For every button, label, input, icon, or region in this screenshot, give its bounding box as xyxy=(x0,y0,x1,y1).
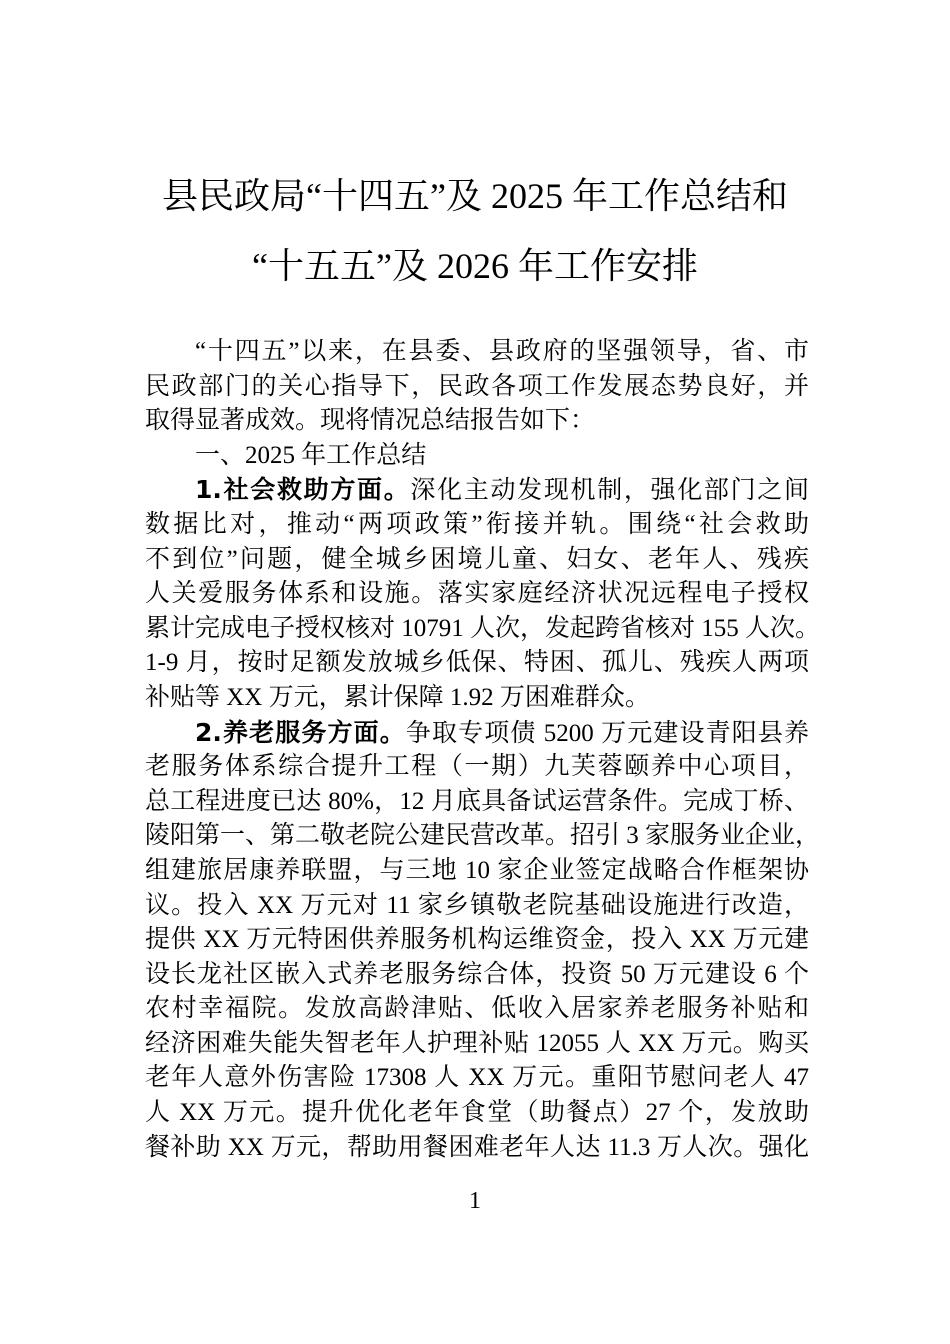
item2-text: 争取专项债 5200 万元建设青阳县养 xyxy=(405,719,809,747)
item1-line: 1-9 月，按时足额发放城乡低保、特困、孤儿、残疾人两项 xyxy=(145,649,809,677)
item1-line: 人关爱服务体系和设施。落实家庭经济状况远程电子授权 xyxy=(145,580,809,608)
item1-first-line xyxy=(145,473,809,508)
item2-line: 总工程进度已达 80%，12 月底具备试运营条件。完成丁桥、 xyxy=(145,787,809,815)
item2-first-line xyxy=(145,716,809,751)
item2-line: 餐补助 XX 万元，帮助用餐困难老年人达 11.3 万人次。强化 xyxy=(145,1133,809,1161)
page-number: 1 xyxy=(469,1188,481,1214)
intro-line: “十四五”以来，在县委、县政府的坚强领导，省、市 xyxy=(195,338,809,365)
item2-heading: 2.养老服务方面。 xyxy=(195,717,406,747)
document-body xyxy=(145,335,821,1165)
item2-line: 提供 XX 万元特困供养服务机构运维资金，投入 XX 万元建 xyxy=(145,926,810,954)
item2-line: 农村幸福院。发放高龄津贴、低收入居家养老服务补贴和 xyxy=(145,995,809,1023)
item1-text: 深化主动发现机制，强化部门之间 xyxy=(410,477,809,505)
item2-line: 设长龙社区嵌入式养老服务综合体，投资 50 万元建设 6 个 xyxy=(145,960,809,988)
item2-line: 陵阳第一、第二敬老院公建民营改革。招引 3 家服务业企业， xyxy=(145,822,821,850)
item2-line: 议。投入 XX 万元对 11 家乡镇敬老院基础设施进行改造， xyxy=(145,891,809,919)
item2-line: 老服务体系综合提升工程（一期）九芙蓉颐养中心项目， xyxy=(145,753,809,781)
item2-line: 组建旅居康养联盟，与三地 10 家企业签定战略合作框架协 xyxy=(145,856,809,884)
item2-line: 老年人意外伤害险 17308 人 XX 万元。重阳节慰问老人 47 xyxy=(145,1064,809,1092)
item1-line: 累计完成电子授权核对 10791 人次，发起跨省核对 155 人次。 xyxy=(145,614,821,642)
item1-line: 数据比对，推动“两项政策”衔接并轨。围绕“社会救助 xyxy=(145,510,809,538)
section-heading: 一、2025 年工作总结 xyxy=(195,441,427,469)
document-title-line-1: 县民政局“十四五”及 2025 年工作总结和 xyxy=(162,176,788,216)
intro-line: 取得显著成效。现将情况总结报告如下： xyxy=(145,407,596,435)
item1-heading: 1.社会救助方面。 xyxy=(195,475,411,505)
intro-line: 民政部门的关心指导下，民政各项工作发展态势良好，并 xyxy=(145,372,809,400)
item2-line: 人 XX 万元。提升优化老年食堂（助餐点）27 个，发放助 xyxy=(145,1099,809,1127)
item2-line: 经济困难失能失智老年人护理补贴 12055 人 XX 万元。购买 xyxy=(145,1029,809,1057)
item1-line: 不到位”问题，健全城乡困境儿童、妇女、老年人、残疾 xyxy=(145,545,809,573)
document-title-line-2: “十五五”及 2026 年工作安排 xyxy=(252,246,698,286)
item1-line: 补贴等 XX 万元，累计保障 1.92 万困难群众。 xyxy=(145,683,650,711)
